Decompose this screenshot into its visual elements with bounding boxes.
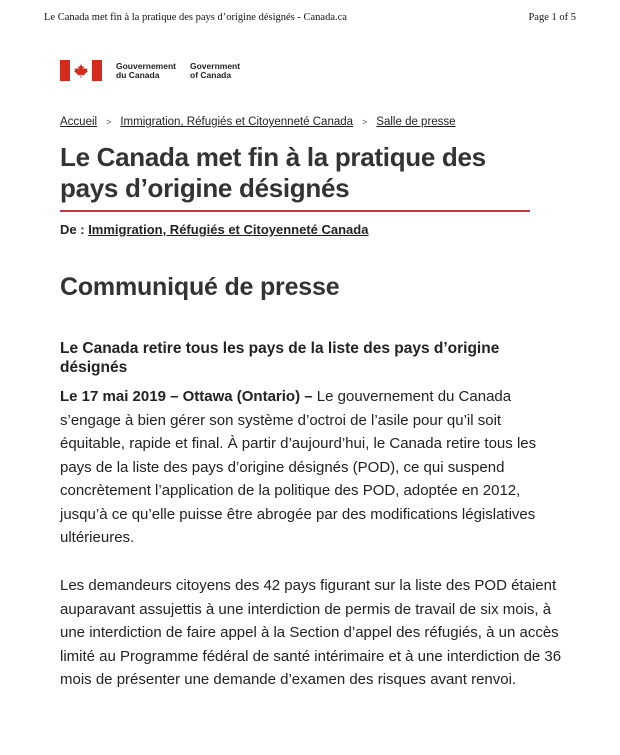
signature-fr: Gouvernement du Canada (116, 60, 176, 80)
breadcrumb-separator-icon: > (106, 117, 112, 127)
breadcrumb-separator-icon: > (362, 117, 368, 127)
page-title: Le Canada met fin à la pratique des pays d’origine désignés (60, 142, 486, 203)
maple-leaf-icon (73, 63, 89, 79)
breadcrumb-ircc[interactable]: Immigration, Réfugiés et Citoyenneté Canada (120, 116, 354, 128)
from-org-link[interactable]: Immigration, Réfugiés et Citoyenneté Canada (88, 222, 369, 237)
paragraph-1-text: Le gouvernement du Canada s’engage à bien gérer son système d’octroi de l’asile pour qu’il soit équitable, rapide et final. À partir d’aujourd’hui, le Canada retire tous les pays de la liste des pays d’origine désignés (POD), ce qui suspend concrètement l’application de la politique des POD, adoptée en 2012, jusqu’à ce qu’elle puisse être abrogée par des modifications législatives ultérieures. (60, 388, 537, 546)
breadcrumb-newsroom[interactable]: Salle de presse (376, 116, 456, 128)
from-line (60, 222, 368, 237)
subtitle: Le Canada retire tous les pays de la liste des pays d’origine désignés (60, 340, 500, 376)
section-title: Communiqué de presse (60, 273, 340, 301)
print-header-page: Page 1 of 5 (528, 12, 576, 23)
from-label: De : (60, 222, 85, 237)
print-header-title: Le Canada met fin à la pratique des pays d’origine désignés - Canada.ca (44, 12, 347, 23)
signature-en: Government of Canada (190, 60, 241, 80)
title-divider (60, 210, 530, 212)
canada-flag-icon (60, 60, 102, 81)
breadcrumb (60, 116, 456, 128)
paragraph-1 (60, 385, 570, 550)
government-signature[interactable] (60, 60, 240, 81)
paragraph-2: Les demandeurs citoyens des 42 pays figurant sur la liste des POD étaient auparavant assujettis à une interdiction de permis de travail de six mois, à une interdiction de faire appel à la Section d’appel des réfugiés, à un accès limité au Programme fédéral de santé intérimaire et à une interdiction de 36 mois de présenter une demande d’examen des risques avant renvoi. (60, 577, 562, 688)
breadcrumb-home[interactable]: Accueil (60, 116, 98, 128)
print-header (44, 12, 576, 23)
dateline: Le 17 mai 2019 – Ottawa (Ontario) – (60, 388, 313, 405)
